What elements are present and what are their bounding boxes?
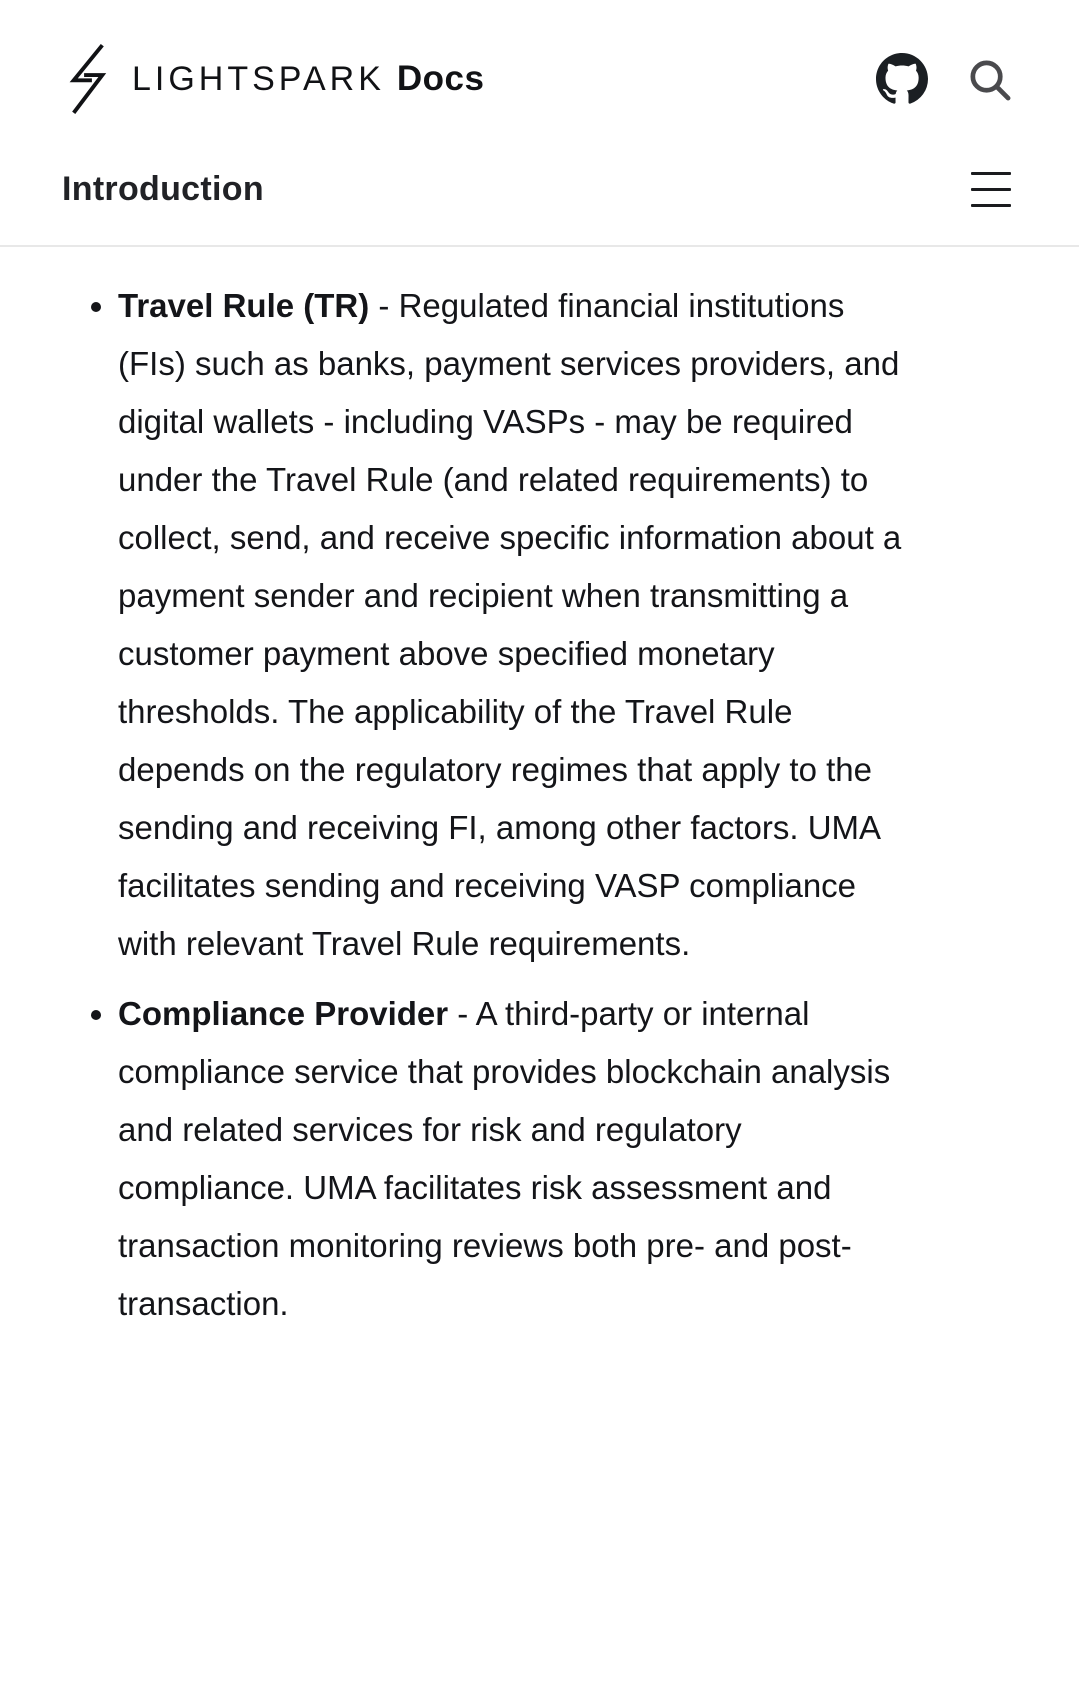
- lightning-bolt-icon: [62, 42, 114, 116]
- brand-home-link[interactable]: [62, 42, 484, 116]
- hamburger-bar: [971, 204, 1011, 207]
- github-icon[interactable]: [876, 53, 928, 105]
- header-icons: [876, 53, 1013, 105]
- term-definition: - Regulated financial institutions (FIs) such as banks, payment services providers, and digital wallets - including VASPs - may be required under the Travel Rule (and related requirements) to collect, send, and receive specific information about a payment sender and recipient when transmitting a customer payment above specified monetary thresholds. The applicability of the Travel Rule depends on the regulatory regimes that apply to the sending and receiving FI, among other factors. UMA facilitates sending and receiving VASP compliance with relevant Travel Rule requirements.: [118, 287, 902, 962]
- hamburger-menu-icon[interactable]: [971, 168, 1011, 211]
- hamburger-bar: [971, 172, 1011, 175]
- top-header: [0, 0, 1079, 116]
- list-item-compliance-provider: [118, 985, 919, 1333]
- hamburger-bar: [971, 188, 1011, 191]
- term-label: Compliance Provider: [118, 995, 449, 1032]
- definition-list: [62, 277, 1029, 1333]
- term-label: Travel Rule (TR): [118, 287, 370, 324]
- brand-name: LIGHTSPARK: [132, 59, 385, 98]
- term-definition: - A third-party or internal compliance service that provides blockchain analysis and related services for risk and regulatory compliance. UMA facilitates risk assessment and transaction monitoring reviews both pre- and post-transaction.: [118, 995, 891, 1322]
- page-subheader: [0, 116, 1079, 247]
- page-title: Introduction: [62, 170, 264, 208]
- list-item-travel-rule: [118, 277, 919, 973]
- brand-product: Docs: [396, 59, 485, 98]
- main-content: [0, 247, 1079, 1333]
- search-icon[interactable]: [966, 56, 1013, 103]
